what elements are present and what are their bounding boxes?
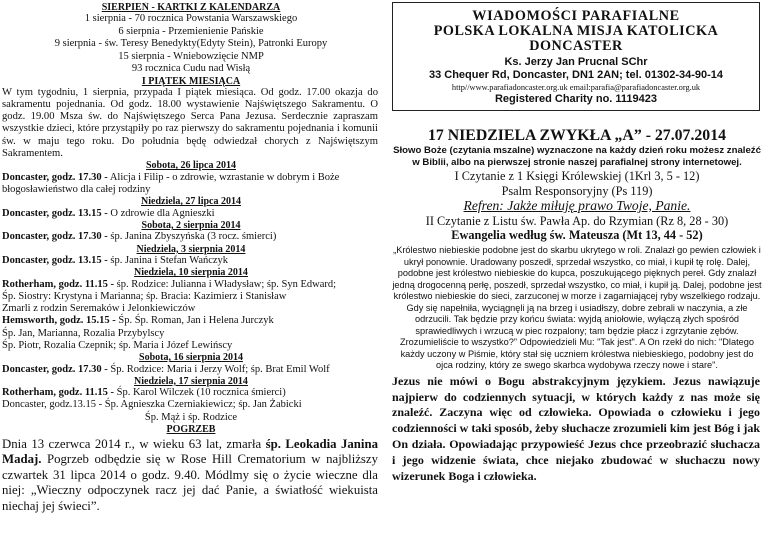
mass-intention: Śp. Karol Wilczek (10 rocznica śmierci) xyxy=(114,387,286,399)
mass-entry xyxy=(0,279,382,291)
gospel-reference: Ewangelia według św. Mateusza (Mt 13, 44 - 52) xyxy=(451,228,703,243)
funeral-text xyxy=(0,435,382,515)
mass-entry: Zmarli z rodzin Seremaków i Jelonkiewiczów xyxy=(2,303,196,315)
mass-entry xyxy=(0,315,382,327)
funeral-text-intro: Dnia 13 czerwca 2014 r., w wieku 63 lat, zmarła xyxy=(2,436,266,451)
mass-location: Rotherham, godz. 11.15 - xyxy=(2,278,114,290)
mass-intention: Alicja i Filip - o zdrowie, wzrastanie w dobrym i Boże xyxy=(107,171,340,183)
parish-address: 33 Chequer Rd, Doncaster, DN1 2AN; tel. 01302-34-90-14 xyxy=(428,69,724,81)
calendar-line: 93 rocznica Cudu nad Wisłą xyxy=(131,63,251,74)
mass-location: Doncaster, godz. 17.30 - xyxy=(2,231,108,243)
word-of-god-intro: Słowo Boże (czytania mszalne) wyznaczone na każdy dzień roku możesz znaleźć w Biblii, albo na pierwszej stronie naszej parafialnej strony internetowej. xyxy=(393,145,761,169)
mass-intention: śp. Rodzice: Julianna i Władysław; śp. Syn Edward; xyxy=(114,278,337,290)
sunday-title: 17 NIEDZIELA ZWYKŁA „A” - 27.07.2014 xyxy=(428,127,726,144)
mass-location: Doncaster, godz. 17.30 - xyxy=(2,363,108,375)
mass-day-title: Niedziela, 3 sierpnia 2014 xyxy=(136,243,246,255)
deceased-name: śp. Leokadia Janina Madaj. xyxy=(2,436,378,467)
mass-day-title: Niedziela, 17 sierpnia 2014 xyxy=(134,375,248,387)
mass-entry xyxy=(0,364,382,376)
mass-entry xyxy=(0,208,382,220)
mass-entry: Doncaster, godz.13.15 - Śp. Agnieszka Czerniakiewicz; śp. Jan Żabicki xyxy=(2,399,302,411)
mass-entry xyxy=(0,172,382,184)
mass-day-title: Sobota, 26 lipca 2014 xyxy=(145,160,236,172)
mass-intention: Śp. Śp. Roman, Jan i Helena Jurczyk xyxy=(115,315,274,327)
calendar-line: 1 sierpnia - 70 rocznica Powstania Warszawskiego xyxy=(84,13,298,24)
left-column xyxy=(0,2,382,543)
mass-entry xyxy=(0,387,382,399)
mass-location: Hemsworth, godz. 15.15 - xyxy=(2,315,116,327)
mission-name: POLSKA LOKALNA MISJA KATOLICKA xyxy=(433,23,719,39)
mass-intentions xyxy=(0,160,382,424)
mass-entry xyxy=(0,255,382,267)
mission-city: DONCASTER xyxy=(529,38,623,54)
newsletter-title: WIADOMOŚCI PARAFIALNE xyxy=(472,8,680,24)
mass-entry: Śp. Jan, Marianna, Rozalia Przybylscy xyxy=(2,327,165,339)
mass-intention: O zdrowie dla Agnieszki xyxy=(107,207,215,219)
mass-intention: Śp. Rodzice: Maria i Jerzy Wolf; śp. Brat Emil Wolf xyxy=(107,363,330,375)
mass-entry: Śp. Piotr, Rozalia Czepnik; śp. Maria i Józef Lewińscy xyxy=(2,339,233,351)
charity-number: Registered Charity no. 1119423 xyxy=(494,93,658,105)
calendar-line: 9 sierpnia - św. Teresy Benedykty(Edyty Stein), Patronki Europy xyxy=(54,38,328,49)
mass-intention: śp. Janina i Stefan Wańczyk xyxy=(107,255,229,267)
mass-entry: Śp. Siostry: Krystyna i Marianna; śp. Bracia: Kazimierz i Stanisław xyxy=(2,291,287,302)
mass-location: Doncaster, godz. 13.15 - xyxy=(2,255,108,267)
calendar-title: SIERPIEŃ - KARTKI Z KALENDARZA xyxy=(101,2,281,13)
mass-entry: Śp. Mąż i śp. Rodzice xyxy=(144,411,238,423)
second-reading: II Czytanie z Listu św. Pawła Ap. do Rzymian (Rz 8, 28 - 30) xyxy=(425,213,729,228)
mass-day-title: Niedziela, 27 lipca 2014 xyxy=(141,196,241,208)
priest-name: Ks. Jerzy Jan Prucnal SChr xyxy=(504,56,648,68)
mass-entry: błogosławieństwo dla całej rodziny xyxy=(2,183,151,195)
calendar-line: 6 sierpnia - Przemienienie Pańskie xyxy=(118,25,264,37)
calendar-line: 15 sierpnia - Wniebowzięcie NMP xyxy=(118,50,264,62)
psalm: Psalm Responsoryjny (Ps 119) xyxy=(501,183,653,198)
funeral-title: POGRZEB xyxy=(166,423,216,435)
first-reading: I Czytanie z 1 Księgi Królewskiej (1Krl 3, 5 - 12) xyxy=(454,169,700,184)
mass-location: Doncaster, godz. 17.30 - xyxy=(2,171,108,183)
mass-day-title: Niedziela, 10 sierpnia 2014 xyxy=(134,267,248,279)
gospel-text: „Królestwo niebieskie podobne jest do skarbu ukrytego w roli. Znalazł go pewien człowiek i ukrył ponownie. Uradowany poszedł, sprzedał wszystko, co miał, i kupił tę rolę. Dalej, podobne jest królestwo niebieskie do kupca, poszukującego pięknych pereł. Gdy znalazł jedną drogocenną perłę, poszedł, sprzedał wszystko, co miał, i kupił ją. Dalej, podobne jest królestwo niebieskie do sieci, zarzuconej w morze i zagarniającej ryby wszelkiego rodzaju. Gdy się napełniła, wyciągnęli ją na brzeg i usiadłszy, dobre zebrali w naczynia, a złe odrzucili. Tak będzie przy końcu świata: wyjdą aniołowie, wyłączą złych spośród sprawiedliwych i wrzucą w piec rozpalony; tam będzie płacz i zgrzytanie zębów. Zrozumieliście to wszystko?” Odpowiedzieli Mu: "Tak jest". A On rzekł do nich: "Dlatego każdy uczony w Piśmie, który stał się uczniem królestwa niebieskiego, podobny jest do ojca rodziny, który ze swego skarbca wydobywa rzeczy nowe i stare". xyxy=(392,245,762,371)
right-column xyxy=(392,2,762,543)
parish-header xyxy=(392,2,760,111)
first-friday-text: W tym tygodniu, 1 sierpnia, przypada I piątek miesiąca. Od godz. 17.00 okazja do sakramentu pojednania. Od godz. 18.00 wystawienie Najświętszego Sakramentu. O godz. 19.00 Msza św. do Najświętszego Serca Pana Jezusa. Serdecznie zapraszam wszystkie dzieci, które przystąpiły po raz pierwszy do sakramentu pojednania i komunii św. w maju tego roku. Do południa będę odwiedzał chorych z Najświętszym Sakramentem. xyxy=(2,86,378,159)
first-friday-title: I PIĄTEK MIESIĄCA xyxy=(141,75,241,87)
mass-location: Doncaster, godz. 13.15 - xyxy=(2,207,108,219)
psalm-refrain: Refren: Jakże miłuję prawo Twoje, Panie. xyxy=(463,197,691,213)
parish-web-email: http//www.parafiadoncaster.org.uk email:parafia@parafiadoncaster.org.uk xyxy=(451,83,701,92)
mass-entry xyxy=(0,231,382,243)
mass-location: Rotherham, godz. 11.15 - xyxy=(2,387,114,399)
homily-comment: Jezus nie mówi o Bogu abstrakcyjnym językiem. Jezus nawiązuje najpierw do codziennych sytuacji, w których każdy z nas może się znaleźć. Zaczyna więc od człowieka. Opowiada o człowieku i jego codzienności w taki sposób, żeby słuchacze zrozumieli kim jest Bóg i jak On działa. Opowiadając przypowieść Jezus chce przeobrazić słuchacza i jego widzenie świata, chce niejako zbudować w słuchaczu nowy wizerunek Boga i człowieka. xyxy=(392,373,760,483)
mass-intention: śp. Janina Zbyszyńska (3 rocz. śmierci) xyxy=(107,231,277,243)
mass-day-title: Sobota, 16 sierpnia 2014 xyxy=(139,352,243,364)
mass-day-title: Sobota, 2 sierpnia 2014 xyxy=(141,219,241,231)
funeral-text-details: Pogrzeb odbędzie się w Rose Hill Crematorium w najbliższy czwartek 31 lipca 2014 o godz. 9.40. Módlmy się o życie wieczne dla niej: „Wieczny odpoczynek racz jej dać Panie, a światłość wiekuista niechaj jej świeci”. xyxy=(2,452,378,513)
